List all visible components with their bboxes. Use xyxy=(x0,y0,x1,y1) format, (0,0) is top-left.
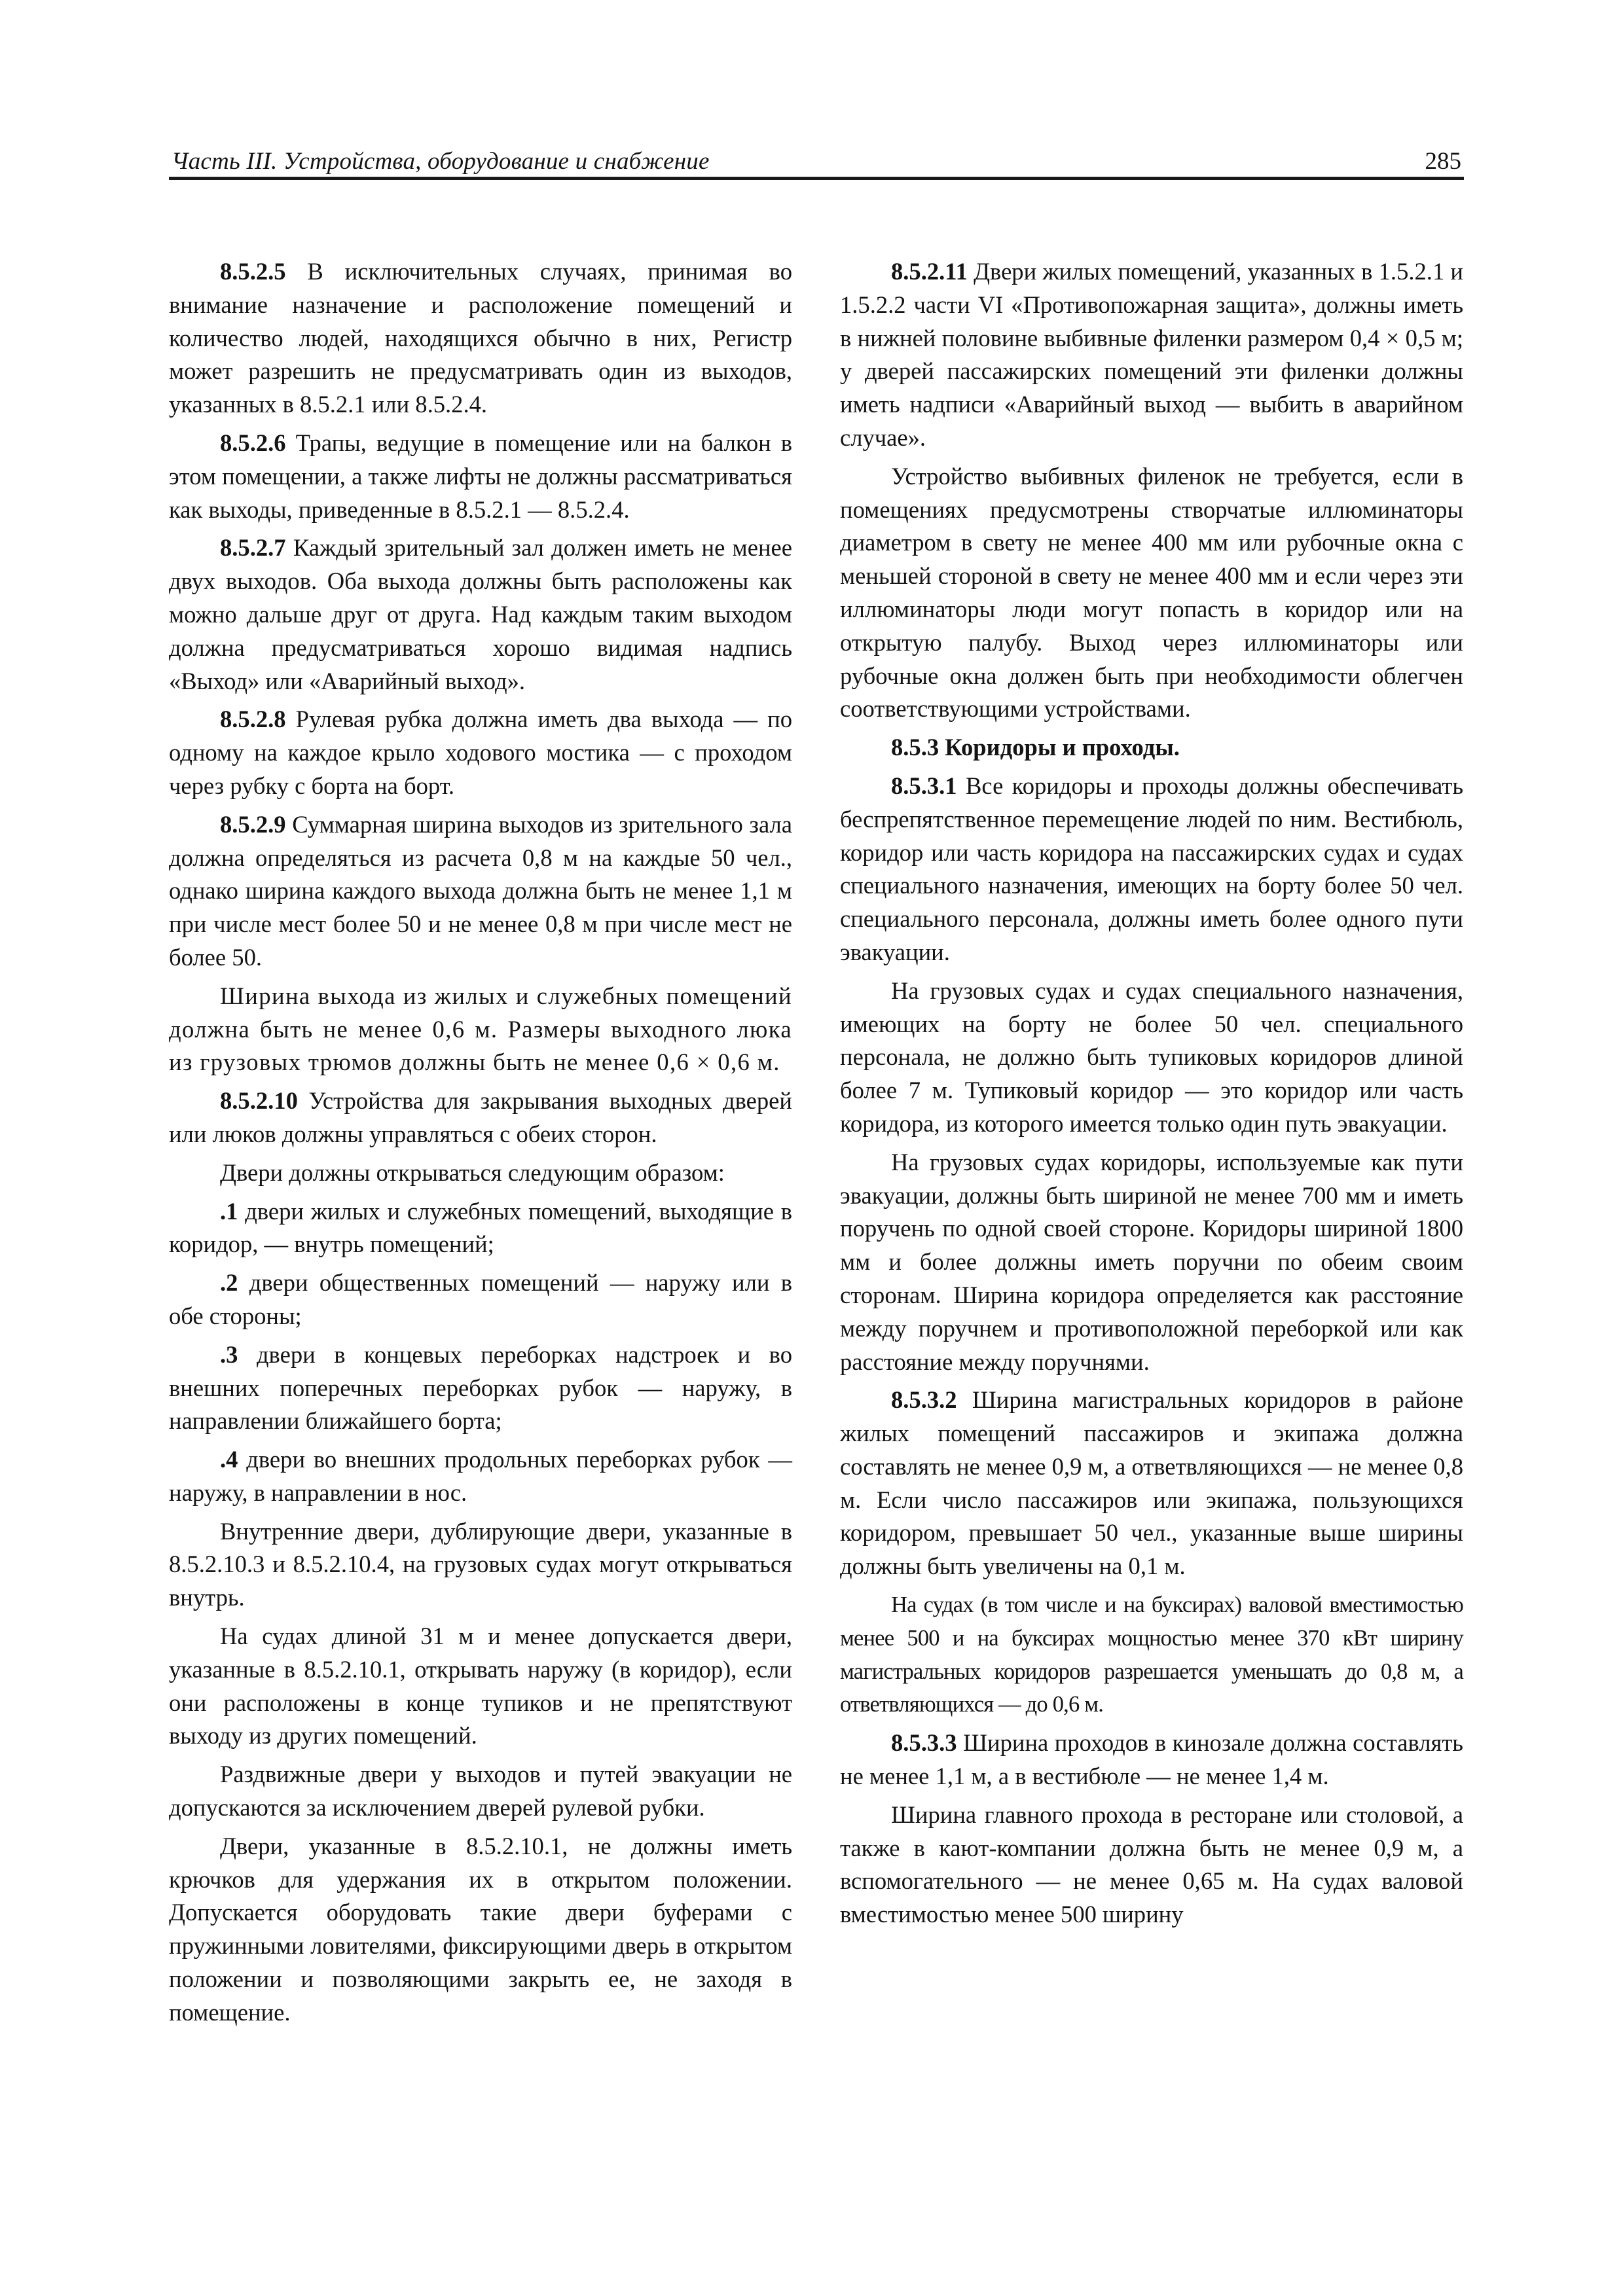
paragraph-8-5-2-7: 8.5.2.7 Каждый зрительный зал должен иметь не менее двух выходов. Оба выхода должны быть расположены как можно дальше друг от друга. Над каждым таким выходом должна предусматриваться хорошо видимая надпись «Выход» или «Аварийный выход». xyxy=(169,534,792,694)
paragraph-8-5-2-8: 8.5.2.8 Рулевая рубка должна иметь два выхода — по одному на каждое крыло ходового мостика — с проходом через рубку с борта на борт. xyxy=(169,706,792,799)
paragraph-tugs: На судах (в том числе и на буксирах) валовой вместимостью менее 500 и на буксирах мощностью менее 370 кВт ширину магистральных коридоров разрешается уменьшать до 0,8 м, а ответвляющихся — до 0,6 м. xyxy=(840,1592,1463,1717)
list-item-4: .4 двери во внешних продольных переборках рубок — наружу, в направлении в нос. xyxy=(169,1446,792,1506)
paragraph-main-passage: Ширина главного прохода в ресторане или столовой, а также в кают-компании должна быть не менее 0,9 м, а вспомогательного — не менее 0,65 м. На судах валовой вместимостью менее 500 ширину xyxy=(840,1801,1463,1928)
paragraph-8-5-3-1: 8.5.3.1 Все коридоры и проходы должны обеспечивать беспрепятственное перемещение людей по ним. Вестибюль, коридор или часть коридора на пассажирских судах и судах специального назначения, имеющих на борту более 50 чел. специального персонала, должны иметь более одного пути эвакуации. xyxy=(840,772,1463,965)
paragraph-8-5-2-11: 8.5.2.11 Двери жилых помещений, указанных в 1.5.2.1 и 1.5.2.2 части VI «Противопожарная защита», должны иметь в нижней половине выбивные филенки размером 0,4 × 0,5 м; у дверей пассажирских помещений эти филенки должны иметь надписи «Аварийный выход — выбить в аварийном случае». xyxy=(840,258,1463,451)
paragraph-8-5-2-6: 8.5.2.6 Трапы, ведущие в помещение или на балкон в этом помещении, а также лифты не должны рассматриваться как выходы, приведенные в 8.5.2.1 — 8.5.2.4. xyxy=(169,429,792,523)
paragraph-inner-doors: Внутренние двери, дублирующие двери, указанные в 8.5.2.10.3 и 8.5.2.10.4, на грузовых судах могут открываться внутрь. xyxy=(169,1517,792,1611)
left-column xyxy=(169,255,792,2035)
paragraph-8-5-3-3: 8.5.3.3 Ширина проходов в кинозале должна составлять не менее 1,1 м, а в вестибюле — не менее 1,4 м. xyxy=(840,1729,1463,1790)
paragraph-handrails: На грузовых судах коридоры, используемые как пути эвакуации, должны быть шириной не менее 700 мм и иметь поручень по одной своей стороне. Коридоры шириной 1800 мм и более должны иметь поручни по обеим своим сторонам. Ширина коридора определяется как расстояние между поручнем и противоположной переборкой или как расстояние между поручнями. xyxy=(840,1148,1463,1375)
paragraph-exit-width: Ширина выхода из жилых и служебных помещений должна быть не менее 0,6 м. Размеры выходного люка из грузовых трюмов должны быть не менее 0,6 × 0,6 м. xyxy=(169,982,792,1076)
paragraph-sliding-doors: Раздвижные двери у выходов и путей эвакуации не допускаются за исключением дверей рулевой рубки. xyxy=(169,1761,792,1821)
page-number: 285 xyxy=(1425,148,1461,175)
paragraph-8-5-2-5: 8.5.2.5 В исключительных случаях, принимая во внимание назначение и расположение помещений и количество людей, находящихся обычно в них, Регистр может разрешить не предусматривать один из выходов, указанных в 8.5.2.1 или 8.5.2.4. xyxy=(169,258,792,418)
paragraph-8-5-2-10: 8.5.2.10 Устройства для закрывания выходных дверей или люков должны управляться с обеих сторон. xyxy=(169,1087,792,1147)
list-item-3: .3 двери в концевых переборках надстроек и во внешних поперечных переборках рубок — наружу, в направлении ближайшего борта; xyxy=(169,1340,792,1435)
right-column xyxy=(840,255,1463,1937)
paragraph-short-ships: На судах длиной 31 м и менее допускается двери, указанные в 8.5.2.10.1, открывать наружу (в коридор), если они расположены в конце тупиков и не препятствуют выходу из других помещений. xyxy=(169,1623,792,1749)
list-item-2: .2 двери общественных помещений — наружу или в обе стороны; xyxy=(169,1269,792,1329)
list-item-1: .1 двери жилых и служебных помещений, выходящие в коридор, — внутрь помещений; xyxy=(169,1197,792,1258)
running-header xyxy=(169,145,1464,180)
paragraph-8-5-3-2: 8.5.3.2 Ширина магистральных коридоров в районе жилых помещений пассажиров и экипажа должна составлять не менее 0,9 м, а ответвляющихся — не менее 0,8 м. Если число пассажиров или экипажа, пользующихся коридором, превышает 50 чел., указанные выше ширины должны быть увеличены на 0,1 м. xyxy=(840,1386,1463,1580)
paragraph-8-5-2-9: 8.5.2.9 Суммарная ширина выходов из зрительного зала должна определяться из расчета 0,8 м на каждые 50 чел., однако ширина каждого выхода должна быть не менее 1,1 м при числе мест более 50 и не менее 0,8 м при числе мест не более 50. xyxy=(169,810,792,971)
section-heading-8-5-3: 8.5.3 Коридоры и проходы. xyxy=(891,734,1180,761)
paragraph-doors-open: Двери должны открываться следующим образом: xyxy=(220,1158,725,1186)
paragraph-door-hooks: Двери, указанные в 8.5.2.10.1, не должны иметь крючков для удержания их в открытом положении. Допускается оборудовать такие двери буферами с пружинными ловителями, фиксирующими дверь в открытом положении и позволяющими закрыть ее, не заходя в помещение. xyxy=(169,1832,792,2026)
header-title: Часть III. Устройства, оборудование и снабжение xyxy=(172,148,710,175)
paragraph-panels: Устройство выбивных филенок не требуется, если в помещениях предусмотрены створчатые иллюминаторы диаметром в свету не менее 400 мм или рубочные окна с меньшей стороной в свету не менее 400 мм и если через эти иллюминаторы люди могут попасть в коридор или на открытую палубу. Выход через иллюминаторы или рубочные окна должен быть при необходимости облегчен соответствующими устройствами. xyxy=(840,462,1463,723)
paragraph-dead-end: На грузовых судах и судах специального назначения, имеющих на борту не более 50 чел. специального персонала, не должно быть тупиковых коридоров длиной более 7 м. Тупиковый коридор — это коридор или часть коридора, из которого имеется только один путь эвакуации. xyxy=(840,977,1463,1137)
